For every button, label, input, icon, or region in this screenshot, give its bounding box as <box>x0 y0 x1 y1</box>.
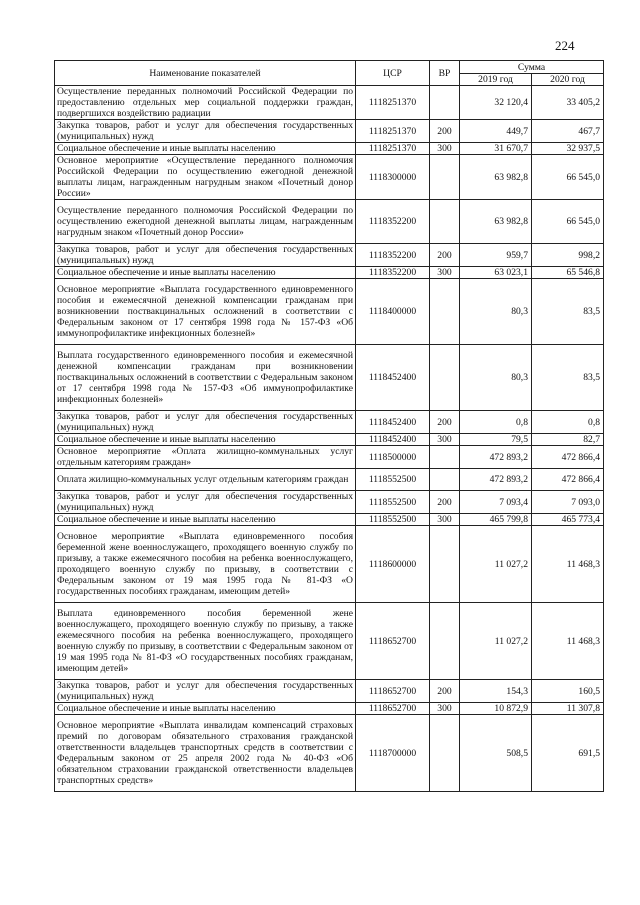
row-sum-2020: 691,5 <box>532 715 604 792</box>
row-csr: 1118251370 <box>356 120 430 143</box>
row-csr: 1118352200 <box>356 200 430 244</box>
row-name: Выплата единовременного пособия беременной жене военнослужащего, проходящего военную службу по призыву, а также ежемесячного пособия на ребенка военнослужащего, проходящего военную службу по призыву, в соответствии с Федеральным законом от 19 мая 1995 года № 81-ФЗ «О государственных пособиях гражданам, имеющим детей» <box>55 603 356 680</box>
table-row <box>55 279 604 345</box>
row-vr: 200 <box>430 680 460 703</box>
row-vr: 200 <box>430 411 460 434</box>
row-sum-2019: 472 893,2 <box>460 446 532 469</box>
row-csr: 1118600000 <box>356 526 430 603</box>
row-csr: 1118552500 <box>356 469 430 491</box>
row-sum-2019: 80,3 <box>460 279 532 345</box>
row-name: Основное мероприятие «Осуществление переданного полномочия Российской Федерации по осуществлению ежегодной денежной выплаты лицам, награжденным нагрудным знаком «Почетный донор России» <box>55 155 356 200</box>
header-vr: ВР <box>430 61 460 86</box>
row-sum-2019: 7 093,4 <box>460 491 532 514</box>
row-name: Закупка товаров, работ и услуг для обеспечения государственных (муниципальных) нужд <box>55 120 356 143</box>
row-name: Закупка товаров, работ и услуг для обеспечения государственных (муниципальных) нужд <box>55 411 356 434</box>
table-row <box>55 680 604 703</box>
row-vr <box>430 446 460 469</box>
row-vr <box>430 279 460 345</box>
row-csr: 1118652700 <box>356 703 430 715</box>
table-row <box>55 703 604 715</box>
row-csr: 1118352200 <box>356 267 430 279</box>
table-row <box>55 469 604 491</box>
row-name: Выплата государственного единовременного пособия и ежемесячной денежной компенсации гражданам при возникновении поствакцинальных осложнений в соответствии с Федеральным законом от 17 сентября 1998 года № 157-ФЗ «Об иммунопрофилактике инфекционных болезней» <box>55 345 356 411</box>
row-name: Социальное обеспечение и иные выплаты населению <box>55 514 356 526</box>
header-csr: ЦСР <box>356 61 430 86</box>
row-vr <box>430 200 460 244</box>
row-sum-2019: 10 872,9 <box>460 703 532 715</box>
row-csr: 1118552500 <box>356 514 430 526</box>
row-csr: 1118500000 <box>356 446 430 469</box>
row-vr: 300 <box>430 514 460 526</box>
row-sum-2019: 11 027,2 <box>460 603 532 680</box>
row-csr: 1118300000 <box>356 155 430 200</box>
row-csr: 1118452400 <box>356 434 430 446</box>
row-sum-2019: 63 982,8 <box>460 155 532 200</box>
table-row <box>55 715 604 792</box>
row-sum-2020: 472 866,4 <box>532 469 604 491</box>
row-vr: 300 <box>430 143 460 155</box>
table-row <box>55 155 604 200</box>
row-sum-2020: 83,5 <box>532 345 604 411</box>
row-name: Осуществление переданного полномочия Российской Федерации по осуществлению ежегодной денежной выплаты лицам, награжденным нагрудным знаком «Почетный донор России» <box>55 200 356 244</box>
table-row <box>55 446 604 469</box>
row-sum-2019: 11 027,2 <box>460 526 532 603</box>
row-sum-2020: 65 546,8 <box>532 267 604 279</box>
row-sum-2019: 0,8 <box>460 411 532 434</box>
row-sum-2020: 11 307,8 <box>532 703 604 715</box>
table-header <box>55 61 604 86</box>
row-sum-2019: 63 982,8 <box>460 200 532 244</box>
table-row <box>55 120 604 143</box>
row-sum-2019: 79,5 <box>460 434 532 446</box>
table-row <box>55 514 604 526</box>
row-vr: 200 <box>430 244 460 267</box>
row-csr: 1118552500 <box>356 491 430 514</box>
row-csr: 1118452400 <box>356 411 430 434</box>
row-name: Социальное обеспечение и иные выплаты населению <box>55 703 356 715</box>
row-vr: 200 <box>430 120 460 143</box>
row-sum-2020: 33 405,2 <box>532 86 604 120</box>
row-sum-2020: 467,7 <box>532 120 604 143</box>
row-vr <box>430 469 460 491</box>
row-sum-2019: 508,5 <box>460 715 532 792</box>
page-number: 224 <box>555 38 575 53</box>
row-sum-2019: 959,7 <box>460 244 532 267</box>
row-sum-2020: 82,7 <box>532 434 604 446</box>
row-sum-2019: 80,3 <box>460 345 532 411</box>
table-row <box>55 86 604 120</box>
row-name: Закупка товаров, работ и услуг для обеспечения государственных (муниципальных) нужд <box>55 680 356 703</box>
table-row <box>55 411 604 434</box>
table-row <box>55 491 604 514</box>
table-row <box>55 526 604 603</box>
row-csr: 1118700000 <box>356 715 430 792</box>
table-row <box>55 434 604 446</box>
row-name: Основное мероприятие «Выплата единовременного пособия беременной жене военнослужащего, проходящего военную службу по призыву, а также ежемесячного пособия на ребенка военнослужащего, проходящего военную службу по призыву, в соответствии с Федеральным законом от 19 мая 1995 года № 81-ФЗ «О государственных пособиях гражданам, имеющим детей» <box>55 526 356 603</box>
row-csr: 1118452400 <box>356 345 430 411</box>
row-sum-2019: 154,3 <box>460 680 532 703</box>
row-vr <box>430 715 460 792</box>
table-row <box>55 200 604 244</box>
table-row <box>55 267 604 279</box>
row-vr <box>430 345 460 411</box>
row-vr: 200 <box>430 491 460 514</box>
row-sum-2020: 83,5 <box>532 279 604 345</box>
table-row <box>55 143 604 155</box>
header-year-2019: 2019 год <box>460 74 532 86</box>
row-sum-2020: 472 866,4 <box>532 446 604 469</box>
row-csr: 1118652700 <box>356 603 430 680</box>
header-sum: Сумма <box>460 61 604 74</box>
row-vr: 300 <box>430 703 460 715</box>
row-name: Основное мероприятие «Оплата жилищно-коммунальных услуг отдельным категориям граждан» <box>55 446 356 469</box>
row-sum-2020: 998,2 <box>532 244 604 267</box>
row-name: Осуществление переданных полномочий Российской Федерации по предоставлению отдельных мер социальной поддержки граждан, подвергшихся воздействию радиации <box>55 86 356 120</box>
row-sum-2019: 32 120,4 <box>460 86 532 120</box>
table-row <box>55 244 604 267</box>
row-sum-2020: 66 545,0 <box>532 200 604 244</box>
row-sum-2020: 0,8 <box>532 411 604 434</box>
budget-table <box>54 60 604 792</box>
row-sum-2019: 472 893,2 <box>460 469 532 491</box>
row-vr <box>430 86 460 120</box>
row-vr: 300 <box>430 434 460 446</box>
row-sum-2019: 465 799,8 <box>460 514 532 526</box>
row-name: Основное мероприятие «Выплата инвалидам компенсаций страховых премий по договорам обязательного страхования гражданской ответственности владельцев транспортных средств в соответствии с Федеральным законом от 25 апреля 2002 года № 40-ФЗ «Об обязательном страховании гражданской ответственности владельцев транспортных средств» <box>55 715 356 792</box>
row-csr: 1118251370 <box>356 143 430 155</box>
row-vr <box>430 603 460 680</box>
row-name: Социальное обеспечение и иные выплаты населению <box>55 267 356 279</box>
row-sum-2019: 31 670,7 <box>460 143 532 155</box>
row-name: Закупка товаров, работ и услуг для обеспечения государственных (муниципальных) нужд <box>55 491 356 514</box>
row-sum-2020: 11 468,3 <box>532 603 604 680</box>
row-vr <box>430 155 460 200</box>
row-csr: 1118652700 <box>356 680 430 703</box>
header-year-2020: 2020 год <box>532 74 604 86</box>
row-csr: 1118400000 <box>356 279 430 345</box>
row-csr: 1118352200 <box>356 244 430 267</box>
row-sum-2020: 32 937,5 <box>532 143 604 155</box>
row-name: Закупка товаров, работ и услуг для обеспечения государственных (муниципальных) нужд <box>55 244 356 267</box>
row-sum-2020: 11 468,3 <box>532 526 604 603</box>
table-row <box>55 603 604 680</box>
row-name: Основное мероприятие «Выплата государственного единовременного пособия и ежемесячной денежной компенсации гражданам при возникновении поствакцинальных осложнений в соответствии с Федеральным законом от 17 сентября 1998 года № 157-ФЗ «Об иммунопрофилактике инфекционных болезней» <box>55 279 356 345</box>
row-vr: 300 <box>430 267 460 279</box>
row-sum-2020: 7 093,0 <box>532 491 604 514</box>
row-name: Оплата жилищно-коммунальных услуг отдельным категориям граждан <box>55 469 356 491</box>
table-body <box>55 86 604 792</box>
table-row <box>55 345 604 411</box>
row-name: Социальное обеспечение и иные выплаты населению <box>55 143 356 155</box>
header-name: Наименование показателей <box>55 61 356 86</box>
row-name: Социальное обеспечение и иные выплаты населению <box>55 434 356 446</box>
row-csr: 1118251370 <box>356 86 430 120</box>
row-sum-2020: 66 545,0 <box>532 155 604 200</box>
row-sum-2019: 63 023,1 <box>460 267 532 279</box>
row-sum-2019: 449,7 <box>460 120 532 143</box>
row-vr <box>430 526 460 603</box>
row-sum-2020: 160,5 <box>532 680 604 703</box>
row-sum-2020: 465 773,4 <box>532 514 604 526</box>
